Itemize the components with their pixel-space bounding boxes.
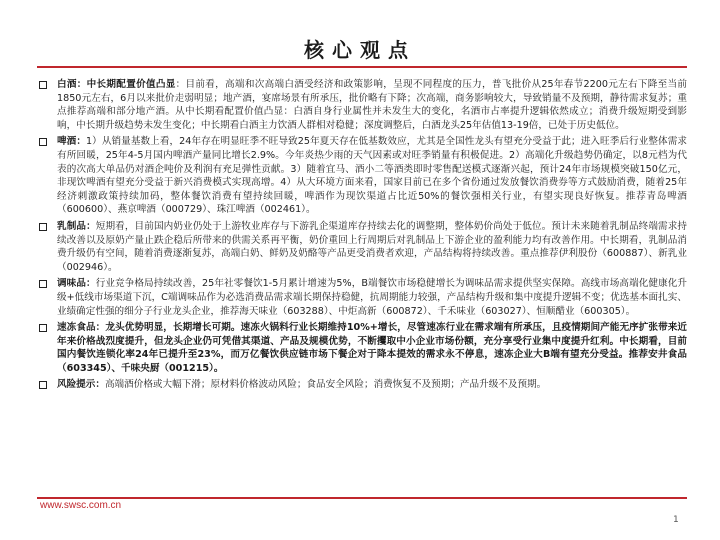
list-item-condiments: [37, 277, 687, 318]
key-points-list: [37, 78, 687, 395]
list-item-beer: [37, 135, 687, 217]
item-label: 白酒：: [57, 79, 87, 90]
checkbox-bullet-icon: [39, 81, 47, 89]
checkbox-bullet-icon: [39, 381, 47, 389]
item-label: 乳制品：: [57, 220, 96, 232]
list-item-dairy: [37, 220, 687, 274]
item-text: 龙头优势明显，长期增长可期。速冻火锅料行业长期维持10%+增长，尽管速冻行业在需求端有所承压，且疫情期间产能无序扩张带来近年来价格战烈度提升，但龙头企业仍可凭借其渠道、产品及规模优势，不断攫取中小企业市场份额，充分享受行业集中度提升红利。中长期看，目前国内餐饮连锁化率24年已提升至23%，而万亿餐饮供应链市场下餐企对于降本提效的需求永不停息，速冻企业大B端有望充分受益。推荐安井食品（603345）、千味央厨（001215）。: [57, 322, 688, 374]
checkbox-bullet-icon: [39, 280, 47, 288]
item-label: 啤酒：: [57, 136, 86, 148]
item-text: ：目前看，高端和次高端白酒受经济和政策影响，呈现不同程度的压力，普飞批价从25年春节2200元左右下降至当前1850元左右，6月以来批价走弱明显；地产酒，宴席场景有所承压，批价略有下降；次高端，商务影响较大，导致销量不及预期，静待需求复苏；重点推荐高端和部分地产酒。从中长期看配置价值凸显：白酒自身行业属性并未发生大的变化，名酒市占率提升逻辑依然成立；消费升级短期受到影响，中长期升级趋势未发生变化；中长期看白酒主力饮酒人群相对稳健；深度调整后，白酒龙头25年估值13-19倍，已处于历史低位。: [57, 79, 688, 131]
item-label: 调味品：: [57, 278, 96, 290]
checkbox-bullet-icon: [39, 324, 47, 332]
item-highlight: 中长期配置价值凸显: [86, 79, 176, 90]
list-item-risk: [37, 378, 687, 392]
checkbox-bullet-icon: [39, 223, 47, 231]
checkbox-bullet-icon: [39, 138, 47, 146]
footer-url[interactable]: www.swsc.com.cn: [40, 500, 122, 511]
item-label: 风险提示：: [57, 379, 105, 391]
page-title: 核心观点: [304, 38, 416, 62]
top-divider: [37, 66, 687, 68]
item-text: 短期看，目前国内奶业仍处于上游牧业库存与下游乳企渠道库存持续去化的调整期，整体奶价尚处于低位。预计未来随着乳制品终端需求持续改善以及原奶产量止跌企稳后所带来的供需关系再平衡，奶价重回上行周期后对乳制品上下游企业的盈利能力均有改善作用。中长期看，乳制品消费升级仍有空间，随着消费逐渐复苏，高端白奶、鲜奶及奶酪等产品更受消费者欢迎，产品结构将持续改善。重点推荐伊利股份（600887）、新乳业（002946）。: [57, 220, 688, 273]
item-text: 高端酒价格或大幅下滑；原材料价格波动风险；食品安全风险；消费恢复不及预期；产品升级不及预期。: [104, 379, 547, 391]
item-text: 1）从销量基数上看，24年存在明显旺季不旺导致25年夏天存在低基数效应，尤其是全国性龙头有望充分受益于此；进入旺季后行业整体需求有所回暖，25年4-5月国内啤酒产量同比增长2.9%。今年炎热少雨的天气因素或对旺季销量有积极促进。2）高端化升级趋势仍确定，以8元档为代表的次高大单品仍对酒企吨价及利润有充足弹性贡献。3）随着宜马、酒小二等酒类即时零售配送模式逐渐兴起，预计24年市场规模突破150亿元，非现饮啤酒有望充分受益于新兴消费模式实现高增。4）从大环境方面来看，国家目前已在多个省份通过发放餐饮消费券等方式鼓励消费，随着25年经济刺激政策持续加码，整体餐饮消费有望持续回暖，啤酒作为现饮渠道占比近50%的餐饮强相关行业，有望实现良好恢复。推荐青岛啤酒（600600）、燕京啤酒（000729）、珠江啤酒（002461）。: [57, 136, 687, 216]
bottom-divider: [37, 497, 687, 499]
page-number: 1: [673, 515, 679, 525]
list-item-frozen-food: [37, 321, 687, 375]
list-item-baijiu: [37, 78, 687, 132]
item-label: 速冻食品：: [57, 322, 106, 334]
item-text: 行业竞争格局持续改善，25年社零餐饮1-5月累计增速为5%，B端餐饮市场稳健增长为调味品需求提供坚实保障。高线市场高端化健康化升级+低线市场渠道下沉，C端调味品作为必选消费品需求端长期保持稳健，抗周期能力较强，产品结构升级和集中度提升逻辑不变；优选基本面扎实、业绩确定性强的细分子行业龙头企业，推荐海天味业（603288）、中炬高新（600872）、千禾味业（603027）、恒顺醋业（600305）。: [57, 278, 688, 317]
